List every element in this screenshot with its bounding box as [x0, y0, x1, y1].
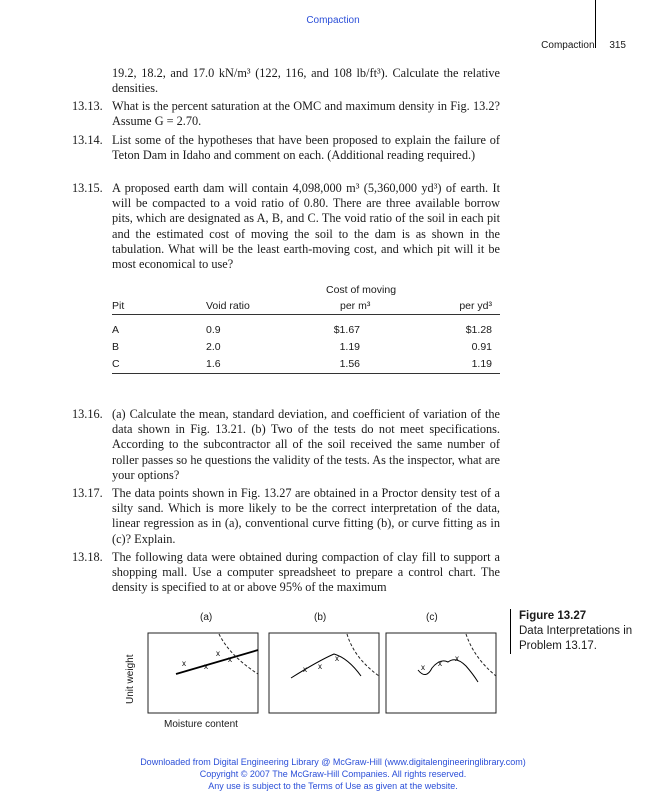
problem-continuation: [72, 66, 500, 96]
table-cell: A: [112, 324, 120, 336]
problem-text: What is the percent saturation at the OMC and maximum density in Fig. 13.2? Assume G = 2.70.: [112, 99, 500, 129]
zero-air-voids-curve: [219, 634, 258, 674]
panel-frame: [386, 633, 496, 713]
page-header: [541, 40, 626, 51]
data-point: x: [318, 662, 322, 671]
problem-text: A proposed earth dam will contain 4,098,000 m³ (5,360,000 yd³) of earth. It will be compacted to a void ratio of 0.80. There are three available borrow pits, which are designated as A, B, and C. The void ratio of the soil in each pit and the estimated cost of moving the soil to the dam is as shown in the tabulation. What will be the least earth-moving cost, and which pit will it be most economical to use?: [112, 181, 500, 272]
download-footer: [0, 756, 666, 792]
table-header-pit: Pit: [112, 300, 125, 312]
table-cell: 1.6: [206, 358, 221, 370]
table-cell: $1.28: [465, 324, 492, 336]
panel-frame: [269, 633, 379, 713]
problem-text: The data points shown in Fig. 13.27 are obtained in a Proctor density test of a silty sand. Which is more likely to be the correct interpretation of the data, linear regression as in (a), conventional curve fitting (b), or curve fitting as in (c)? Explain.: [112, 486, 500, 546]
zero-air-voids-curve: [466, 634, 496, 676]
problem-number: 13.16.: [72, 407, 103, 421]
table-cell: C: [112, 358, 120, 370]
table-cell: 1.56: [339, 358, 360, 370]
data-point: x: [455, 654, 459, 663]
running-title: Compaction: [306, 15, 360, 26]
figure-13-27: [118, 606, 498, 736]
problem-13-18: [72, 550, 500, 596]
page-number: 315: [609, 40, 626, 51]
footer-line: Copyright © 2007 The McGraw-Hill Companies. All rights reserved.: [199, 769, 467, 779]
panel-c: [386, 633, 496, 713]
footer-line[interactable]: Downloaded from Digital Engineering Library @ McGraw-Hill (www.digitalengineeringlibrary.com): [140, 757, 526, 767]
table-rule: [112, 314, 500, 315]
problem-number: 13.13.: [72, 99, 103, 113]
problem-number: 13.14.: [72, 133, 103, 147]
data-point: x: [421, 663, 425, 672]
x-axis-label: Moisture content: [164, 719, 238, 730]
table-cell: 0.9: [206, 324, 221, 336]
table-group-header: Cost of moving: [326, 284, 397, 296]
table-header-per-m3: per m³: [340, 300, 371, 312]
problem-text: List some of the hypotheses that have been proposed to explain the failure of Teton Dam in Idaho and comment on each. (Additional reading required.): [112, 133, 500, 163]
problem-13-16: [72, 407, 500, 483]
data-point: x: [228, 655, 232, 664]
problem-number: 13.18.: [72, 550, 103, 564]
figure-caption: [510, 609, 639, 654]
problem-text: 19.2, 18.2, and 17.0 kN/m³ (122, 116, and 108 lb/ft³). Calculate the relative densities.: [112, 66, 500, 96]
data-point: x: [182, 659, 186, 668]
table-rule: [112, 373, 500, 374]
problem-13-17: [72, 486, 500, 547]
panel-a: [148, 633, 258, 713]
figure-caption-text: Data Interpretations in Problem 13.17.: [519, 625, 633, 652]
chapter-title: Compaction: [541, 40, 595, 51]
y-axis-label: Unit weight: [125, 654, 136, 704]
data-point: x: [204, 662, 208, 671]
table-cell: 1.19: [339, 341, 360, 353]
panel-label-a: (a): [200, 612, 213, 623]
table-header-per-yd3: per yd³: [459, 300, 492, 312]
data-point: x: [438, 659, 442, 668]
table-cell: B: [112, 341, 120, 353]
problem-text: (a) Calculate the mean, standard deviation, and coefficient of variation of the data shown in Fig. 13.21. (b) Two of the tests do not meet specifications. According to the subcontractor all of the soil received the same number of roller passes so he questions the validity of the tests. As the inspector, what are your options?: [112, 407, 500, 482]
figure-caption-title: Figure 13.27: [519, 610, 587, 622]
problem-13-14: [72, 133, 500, 163]
data-point: x: [303, 665, 307, 674]
footer-line: Any use is subject to the Terms of Use as given at the website.: [208, 781, 458, 791]
panel-label-b: (b): [314, 612, 327, 623]
problem-13-15: [72, 181, 500, 272]
zero-air-voids-curve: [347, 634, 379, 676]
compaction-curve: [291, 654, 361, 678]
panel-b: [269, 633, 379, 713]
table-cell: $1.67: [333, 324, 360, 336]
data-point: x: [335, 654, 339, 663]
problem-text: The following data were obtained during compaction of clay fill to support a shopping mall. Use a computer spreadsheet to prepare a control chart. The density is specified to at or above 95% of the maximum: [112, 550, 500, 595]
table-header-void-ratio: Void ratio: [206, 300, 250, 312]
panel-frame: [148, 633, 258, 713]
problem-number: 13.15.: [72, 181, 103, 195]
data-point: x: [216, 649, 220, 658]
panel-label-c: (c): [426, 612, 438, 623]
table-cell: 2.0: [206, 341, 221, 353]
table-cell: 1.19: [471, 358, 492, 370]
compaction-curve: [418, 660, 478, 682]
problem-number: 13.17.: [72, 486, 103, 500]
table-cell: 0.91: [471, 341, 492, 353]
problem-13-13: [72, 99, 500, 129]
